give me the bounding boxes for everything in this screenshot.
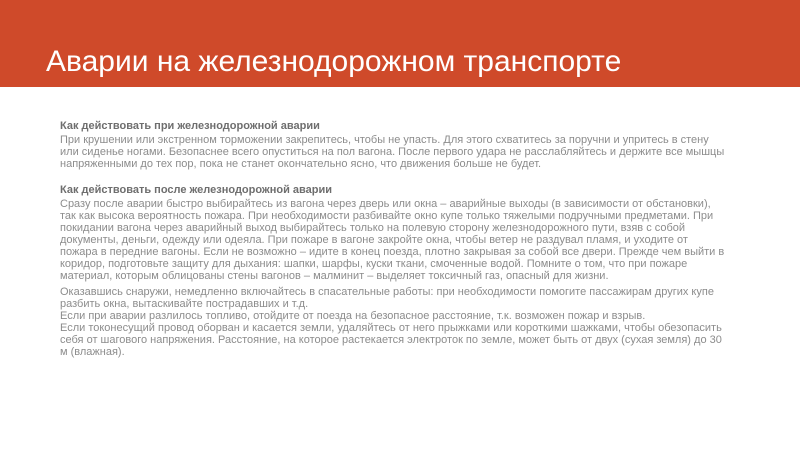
- slide-body: [60, 120, 728, 358]
- slide-title: Аварии на железнодорожном транспорте: [46, 45, 622, 78]
- section-paragraph: Если токонесущий провод оборван и касается земли, удаляйтесь от него прыжками или короткими шажками, чтобы обезопасить себя от шагового напряжения. Расстояние, на которое растекается электроток по земле, может быть от двух (сухая земля) до 30 м (влажная).: [60, 322, 722, 358]
- section-paragraph: При крушении или экстренном торможении закрепитесь, чтобы не упасть. Для этого схватитесь за поручни и упритесь в стену или сиденье ногами. Безопаснее всего опуститься на пол вагона. После первого удара не расслабляйтесь и держите все мышцы напряженными до тех пор, пока не станет окончательно ясно, что движения больше не будет.: [60, 134, 725, 170]
- section-heading-after-accident: Как действовать после железнодорожной аварии: [60, 184, 333, 196]
- section-paragraph: Оказавшись снаружи, немедленно включайтесь в спасательные работы: при необходимости помогите пассажирам других купе разбить окна, вытаскивайте пострадавших и т.д.: [60, 286, 714, 310]
- section-paragraph: Сразу после аварии быстро выбирайтесь из вагона через дверь или окна – аварийные выходы (в зависимости от обстановки), так как высока вероятность пожара. При необходимости разбивайте окно купе только тяжелыми подручными предметами. При покидании вагона через аварийный выход выбирайтесь только на полевую сторону железнодорожного пути, взяв с собой документы, деньги, одежду или одеяла. При пожаре в вагоне закройте окна, чтобы ветер не раздувал пламя, и уходите от пожара в передние вагоны. Если не возможно – идите в конец поезда, плотно закрывая за собой все двери. Прежде чем выйти в коридор, подготовьте защиту для дыхания: шапки, шарфы, куски ткани, смоченные водой. Помните о том, что при пожаре материал, которым облицованы стены вагонов – малминит – выделяет токсичный газ, опасный для жизни.: [60, 198, 725, 282]
- title-bar: [0, 0, 800, 87]
- section-heading-during-accident: Как действовать при железнодорожной аварии: [60, 120, 320, 132]
- section-paragraph: Если при аварии разлилось топливо, отойдите от поезда на безопасное расстояние, т.к. возможен пожар и взрыв.: [60, 310, 646, 322]
